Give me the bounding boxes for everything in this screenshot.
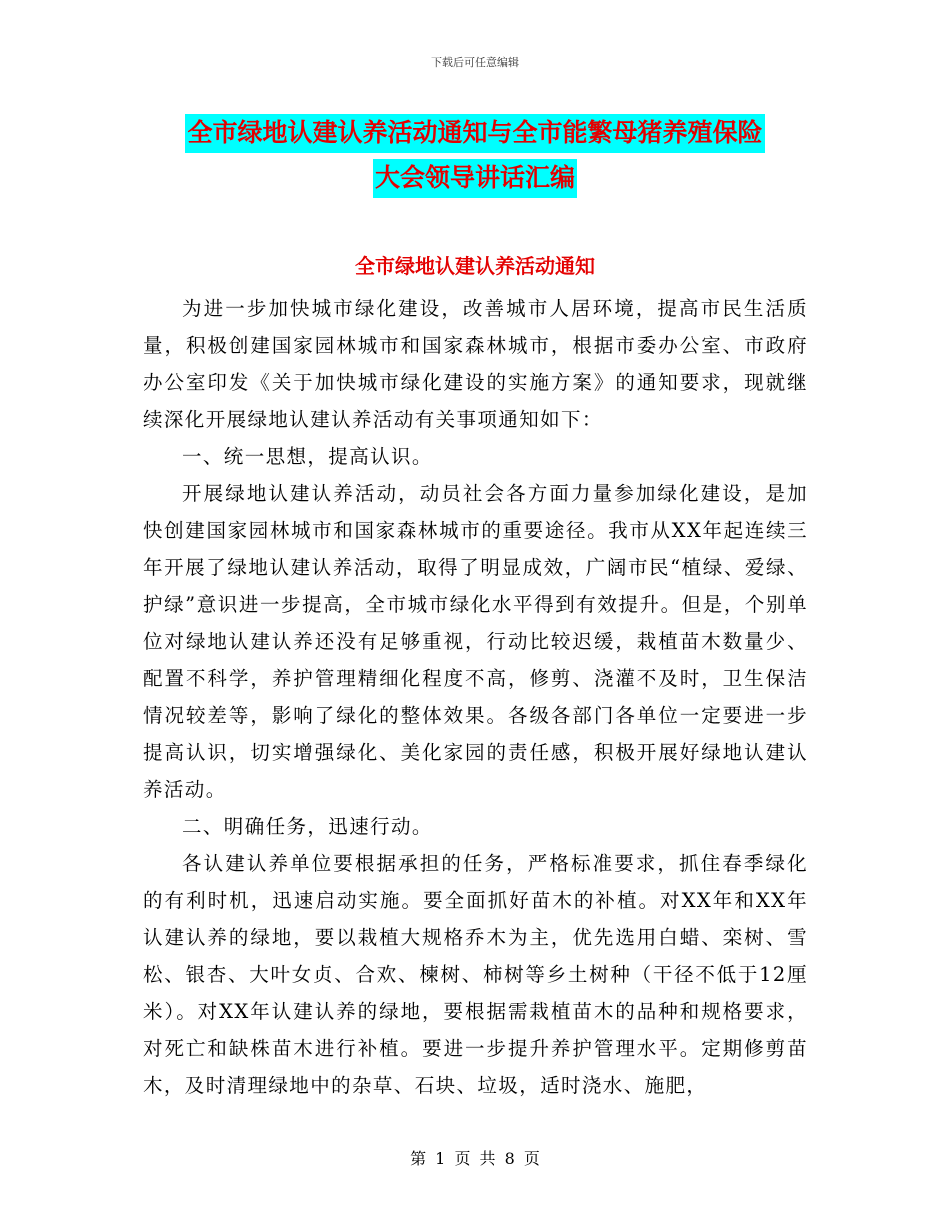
paragraph-body-2: 各认建认养单位要根据承担的任务，严格标准要求，抓住春季绿化的有利时机，迅速启动实施。要全面抓好苗木的补植。对XX年和XX年认建认养的绿地，要以栽植大规格乔木为主，优先选用白蜡、栾树、雪松、银杏、大叶女贞、合欢、楝树、柿树等乡土树种（干径不低于12厘米）。对XX年认建认养的绿地，要根据需栽植苗木的品种和规格要求，对死亡和缺株苗木进行补植。要进一步提升养护管理水平。定期修剪苗木，及时清理绿地中的杂草、石块、垃圾，适时浇水、施肥， [143,852,808,1097]
title-line-2-text: 大会领导讲话汇编 [373,159,577,198]
paragraph-heading-2: 二、明确任务，迅速行动。 [182,815,433,838]
section-title: 全市绿地认建认养活动通知 [355,254,595,278]
paragraph-body-1: 开展绿地认建认养活动，动员社会各方面力量参加绿化建设，是加快创建国家园林城市和国家森林城市的重要途径。我市从XX年起连续三年开展了绿地认建认养活动，取得了明显成效，广阔市民“植绿、爱绿、护绿”意识进一步提高，全市城市绿化水平得到有效提升。但是，个别单位对绿地认建认养还没有足够重视，行动比较迟缓，栽植苗木数量少、配置不科学，养护管理精细化程度不高，修剪、浇灌不及时，卫生保洁情况较差等，影响了绿化的整体效果。各级各部门各单位一定要进一步提高认识，切实增强绿化、美化家园的责任感，积极开展好绿地认建认养活动。 [143,482,808,801]
document-title-line-1 [145,113,805,149]
document-body [143,290,808,1104]
document-title-line-2 [145,158,805,194]
paragraph-heading-1: 一、统一思想，提高认识。 [182,445,433,468]
paragraph-intro: 为进一步加快城市绿化建设，改善城市人居环境，提高市民生活质量，积极创建国家园林城市和国家森林城市，根据市委办公室、市政府办公室印发《关于加快城市绿化建设的实施方案》的通知要求，现就继续深化开展绿地认建认养活动有关事项通知如下： [143,297,808,431]
title-line-1-text: 全市绿地认建认养活动通知与全市能繁母猪养殖保险 [185,114,764,153]
header-note: 下载后可任意编辑 [431,56,519,69]
page-footer: 第 1 页 共 8 页 [410,1149,540,1168]
